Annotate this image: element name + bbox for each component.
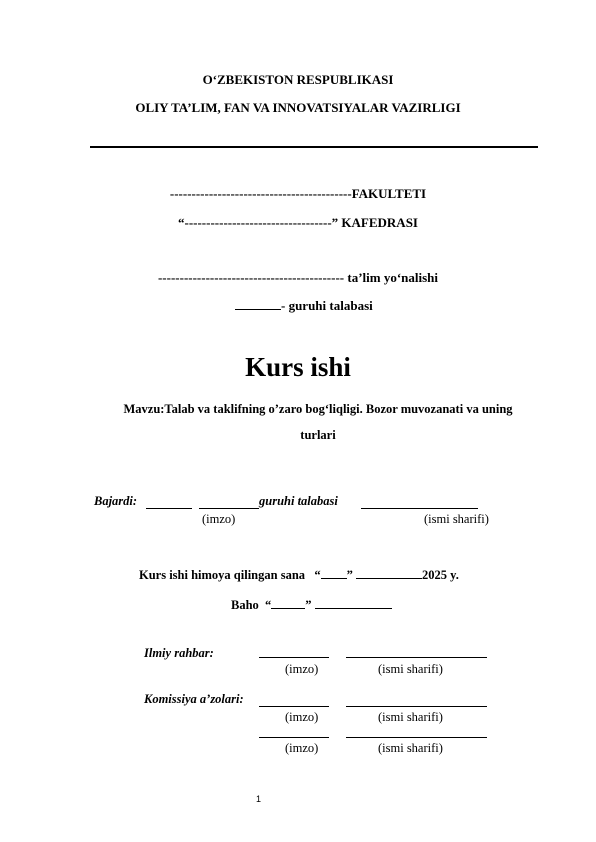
performer-name-blank — [361, 508, 478, 509]
faculty-line: ------------------------------------------FAKULTETI — [169, 186, 427, 201]
supervisor-name-blank — [346, 657, 487, 658]
commission-signature-caption-2: (imzo) — [285, 741, 319, 755]
defense-date-line: Kurs ishi himoya qilingan sana “ ” 2025 y. — [139, 568, 459, 582]
performer-group-label: guruhi talabasi — [259, 494, 338, 508]
ministry-name: OLIY TA’LIM, FAN VA INNOVATSIYALAR VAZIRLIGI — [135, 100, 461, 115]
grade-label: Baho — [231, 598, 259, 612]
department-line: “----------------------------------” KAFEDRASI — [177, 215, 418, 230]
document-title: Kurs ishi — [245, 352, 351, 382]
page-number: 1 — [256, 794, 262, 804]
commission-label: Komissiya a’zolari: — [144, 692, 244, 706]
grade-blank-1 — [271, 596, 305, 609]
performer-name-caption: (ismi sharifi) — [424, 512, 489, 526]
defense-year: 2025 y. — [422, 568, 459, 582]
grade-blank-2 — [315, 596, 392, 609]
header-divider — [90, 146, 538, 148]
direction-line: ------------------------------------------- ta’lim yo‘nalishi — [157, 270, 439, 285]
defense-day-blank — [321, 566, 347, 579]
topic-line-2: turlari — [300, 428, 336, 442]
commission-signature-caption-1: (imzo) — [285, 710, 319, 724]
commission-signature-blank-2 — [259, 737, 329, 738]
performer-signature-blank — [146, 508, 192, 509]
commission-name-blank-2 — [346, 737, 487, 738]
ministry-country: O‘ZBEKISTON RESPUBLIKASI — [202, 72, 394, 87]
supervisor-name-caption: (ismi sharifi) — [378, 662, 443, 676]
group-suffix: - guruhi talabasi — [281, 298, 373, 313]
defense-label: Kurs ishi himoya qilingan sana — [139, 568, 306, 582]
group-line — [235, 297, 373, 314]
commission-name-caption-2: (ismi sharifi) — [378, 741, 443, 755]
commission-name-caption-1: (ismi sharifi) — [378, 710, 443, 724]
performer-label: Bajardi: — [94, 494, 138, 508]
commission-signature-blank-1 — [259, 706, 329, 707]
group-blank — [235, 297, 281, 310]
supervisor-signature-blank — [259, 657, 329, 658]
commission-name-blank-1 — [346, 706, 487, 707]
topic-line-1: Mavzu:Talab va taklifning o’zaro bog‘liqligi. Bozor muvozanati va uning — [123, 402, 513, 416]
supervisor-signature-caption: (imzo) — [285, 662, 319, 676]
performer-signature-caption: (imzo) — [202, 512, 236, 526]
supervisor-label: Ilmiy rahbar: — [144, 646, 214, 660]
grade-line: Baho “ ” — [231, 596, 392, 613]
performer-group-blank — [199, 508, 259, 509]
defense-month-blank — [356, 566, 422, 579]
